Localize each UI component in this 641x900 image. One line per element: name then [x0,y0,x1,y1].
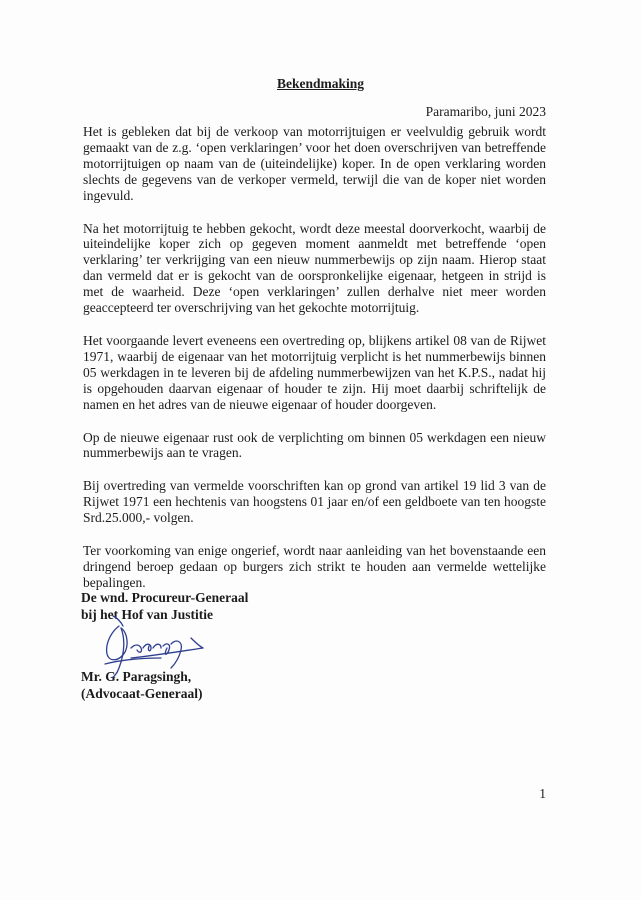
document-body [83,124,546,608]
document-title: Bekendmaking [276,76,365,91]
paragraph-3: Het voorgaande levert eveneens een overtreding op, blijkens artikel 08 van de Rijwet 1971, waarbij de eigenaar van het motorrijtuig verplicht is het nummerbewijs binnen 05 werkdagen in te leveren bij de afdeling nummerbewijzen van het K.P.S., nadat hij is opgehouden daarvan eigenaar of houder te zijn. Hij moet daarbij schriftelijk de namen en het adres van de nieuwe eigenaar of houder doorgeven. [83,332,546,412]
signatory-office-line2: bij het Hof van Justitie [81,606,214,622]
paragraph-6: Ter voorkoming van enige ongerief, wordt naar aanleiding van het bovenstaande een dringend beroep gedaan op burgers zich strikt te houden aan vermelde wettelijke bepalingen. [83,543,546,590]
signatory-name: Mr. G. Paragsingh, [81,669,192,684]
paragraph-4: Op de nieuwe eigenaar rust ook de verplichting om binnen 05 werkdagen een nieuw nummerbewijs aan te vragen. [83,429,546,461]
signature-block [81,590,341,702]
signatory-office-line1: De wnd. Procureur-Generaal [81,590,249,605]
page-number: 1 [539,786,546,801]
handwritten-signature-icon [91,608,211,678]
signatory-role: (Advocaat-Generaal) [81,685,203,701]
paragraph-5: Bij overtreding van vermelde voorschriften kan op grond van artikel 19 lid 3 van de Rijwet 1971 een hechtenis van hoogstens 01 jaar en/of een geldboete van ten hoogste Srd.25.000,- volgen. [83,478,546,526]
document-date: Paramaribo, juni 2023 [425,104,546,119]
paragraph-1: Het is gebleken dat bij de verkoop van motorrijtuigen er veelvuldig gebruik wordt gemaakt van de z.g. ‘open verklaringen’ voor het doen overschrijven van betreffende motorrijtuigen op naam van de (uiteindelijke) koper. In de open verklaring worden slechts de gegevens van de verkoper vermeld, terwijl die van de koper niet worden ingevuld. [83,124,546,203]
paragraph-2: Na het motorrijtuig te hebben gekocht, wordt deze meestal doorverkocht, waarbij de uiteindelijke koper zich op gegeven moment aanmeldt met betreffende ‘open verklaring’ ter verkrijging van een nieuw nummerbewijs op zijn naam. Hierop staat dan vermeld dat er is gekocht van de oorspronkelijke eigenaar, hetgeen in strijd is met de waarheid. Deze ‘open verklaringen’ zullen derhalve niet meer worden geaccepteerd ter overschrijving van het gekochte motorrijtuig. [83,220,546,316]
